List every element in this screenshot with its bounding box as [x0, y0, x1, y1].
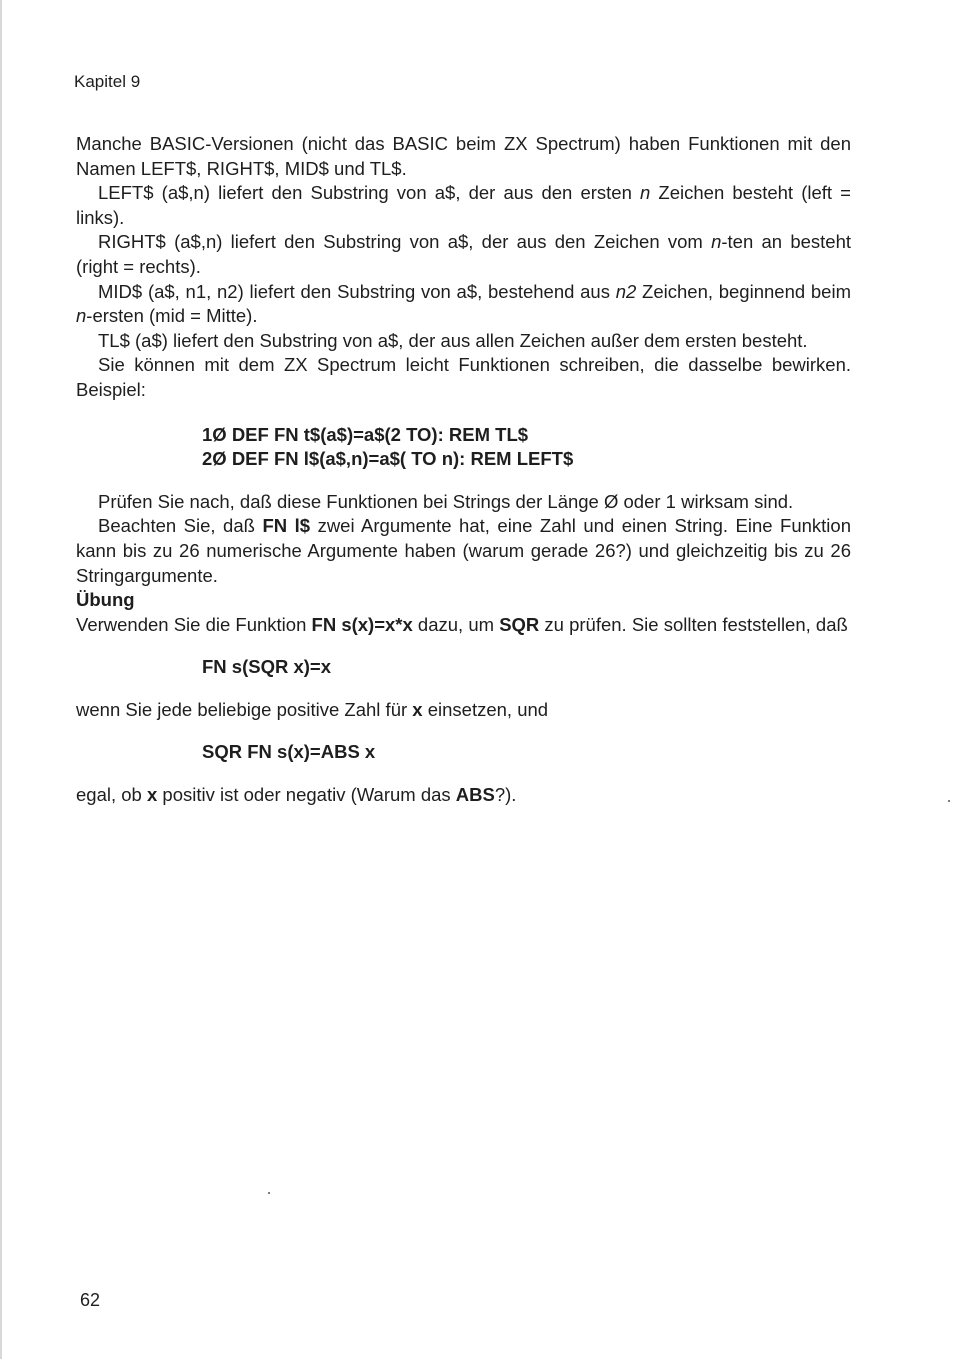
code-block — [76, 423, 851, 472]
text-run: -ten an besteht (right = rechts). — [76, 231, 851, 277]
bold-code: FN l$ — [262, 515, 311, 537]
exercise-heading: Übung — [76, 589, 135, 611]
paragraph-intro: Manche BASIC-Versionen (nicht das BASIC beim ZX Spectrum) haben Funktionen mit den Namen LEFT$, RIGHT$, MID$ und TL$. — [76, 133, 851, 179]
paragraph-mid — [76, 280, 851, 329]
bold-code: ABS — [455, 784, 495, 806]
text-run: Zeichen besteht (left = links). — [76, 182, 851, 228]
text-run: LEFT$ (a$,n) liefert den Substring von a$, der aus den ersten — [98, 182, 640, 204]
text-run: Verwenden Sie die Funktion — [76, 613, 312, 635]
paragraph-arguments — [76, 514, 851, 588]
formula: SQR FN s(x)=ABS x — [202, 741, 376, 763]
exercise-text-3 — [76, 783, 851, 808]
italic-var: n — [640, 182, 651, 204]
text-run: einsetzen, und — [422, 698, 549, 720]
bold-code: x — [146, 784, 158, 806]
text-run: Beachten Sie, daß — [98, 515, 263, 537]
code-line: 1Ø DEF FN t$(a$)=a$(2 TO): REM TL$ — [202, 423, 529, 445]
bold-code: FN s(x)=x*x — [311, 613, 413, 635]
scan-speck — [268, 1192, 270, 1194]
italic-var: n2 — [615, 280, 637, 302]
text-run: zu prüfen. Sie sollten feststellen, daß — [539, 613, 848, 635]
text-run: Zeichen, beginnend beim — [636, 280, 851, 302]
text-run: egal, ob — [76, 784, 147, 806]
scan-speck — [948, 800, 950, 802]
text-run: -ersten (mid = Mitte). — [86, 305, 258, 327]
page-number: 62 — [80, 1290, 101, 1310]
formula: FN s(SQR x)=x — [202, 656, 332, 678]
text-run: ?). — [494, 784, 517, 806]
italic-var: n — [711, 231, 722, 253]
paragraph-left — [76, 181, 851, 230]
paragraph-example: Sie können mit dem ZX Spectrum leicht Funktionen schreiben, die dasselbe bewirken. Beispiel: — [76, 354, 851, 400]
paragraph-check: Prüfen Sie nach, daß diese Funktionen bei Strings der Länge Ø oder 1 wirksam sind. — [98, 490, 794, 512]
text-run: zwei Argumente hat, eine Zahl und einen String. Eine Funktion kann bis zu 26 numerische Argumente haben (warum gerade 26?) und gleichzeitig bis zu 26 Stringargumente. — [76, 515, 851, 586]
exercise-text-2 — [76, 698, 851, 723]
italic-var: n — [76, 305, 87, 327]
bold-code: x — [412, 698, 423, 720]
chapter-header: Kapitel 9 — [74, 72, 141, 91]
text-run: wenn Sie jede beliebige positive Zahl für — [76, 698, 413, 720]
paragraph-tl: TL$ (a$) liefert den Substring von a$, der aus allen Zeichen außer dem ersten besteht. — [98, 329, 808, 351]
text-run: MID$ (a$, n1, n2) liefert den Substring von a$, bestehend aus — [98, 280, 616, 302]
text-run: RIGHT$ (a$,n) liefert den Substring von a$, der aus den Zeichen vom — [98, 231, 712, 253]
paragraph-right — [76, 230, 851, 279]
code-line: 2Ø DEF FN l$(a$,n)=a$( TO n): REM LEFT$ — [202, 448, 574, 470]
page-edge — [0, 0, 2, 1359]
text-run: dazu, um — [412, 613, 500, 635]
exercise-text — [76, 613, 851, 638]
bold-code: SQR — [499, 613, 540, 635]
text-run: positiv ist oder negativ (Warum das — [157, 784, 456, 806]
page-body — [76, 132, 851, 808]
